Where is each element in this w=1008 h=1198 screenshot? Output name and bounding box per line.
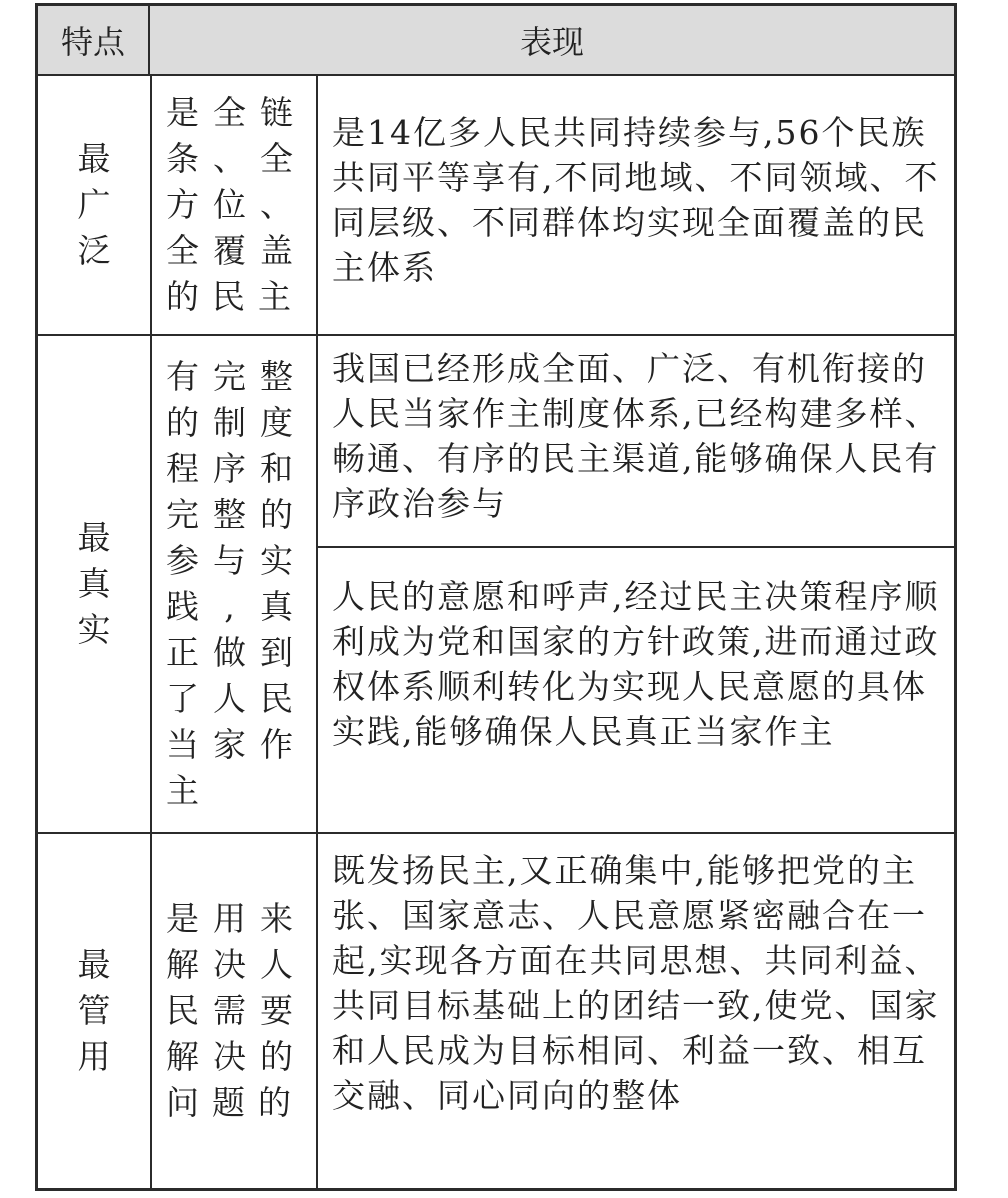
features-table: [35, 3, 957, 1191]
trait-label: 最真实: [77, 518, 111, 649]
feature-cell: [152, 336, 318, 832]
trait-cell: [38, 336, 152, 832]
detail-text: 人民的意愿和呼声,经过民主决策程序顺利成为党和国家的方针政策,进而通过政权体系顺利转化为实现人民意愿的具体实践,能够确保人民真正当家作主: [332, 577, 940, 751]
feature-text: 是全链条、全方位、全覆盖的民主: [166, 93, 306, 316]
feature-cell: [152, 834, 318, 1188]
detail-cell: [318, 834, 954, 1188]
feature-text: 有完整的制度程序和完整的参与实践,真正做到了人民当家作主: [166, 357, 306, 810]
feature-cell: [152, 76, 318, 334]
detail-text: 是14亿多人民共同持续参与,56个民族共同平等享有,不同地域、不同领域、不同层级、不同群体均实现全面覆盖的民主体系: [332, 113, 940, 287]
trait-label: 最管用: [77, 945, 111, 1076]
detail-text: 我国已经形成全面、广泛、有机衔接的人民当家作主制度体系,已经构建多样、畅通、有序的民主渠道,能够确保人民有序政治参与: [332, 349, 940, 523]
detail-cell: [318, 336, 954, 546]
detail-cell: [318, 76, 954, 334]
trait-cell: [38, 76, 152, 334]
detail-text: 既发扬民主,又正确集中,能够把党的主张、国家意志、人民意愿紧密融合在一起,实现各方面在共同思想、共同利益、共同目标基础上的团结一致,使党、国家和人民成为目标相同、利益一致、相互交融、同心同向的整体: [332, 851, 940, 1115]
detail-cell: [318, 548, 954, 832]
trait-cell: [38, 834, 152, 1188]
trait-label: 最广泛: [77, 139, 111, 270]
header-trait: 特点: [38, 6, 150, 74]
feature-text: 是用来解决人民需要解决的问题的: [166, 899, 306, 1122]
table-header-row: [38, 6, 954, 76]
header-performance: 表现: [519, 23, 584, 61]
